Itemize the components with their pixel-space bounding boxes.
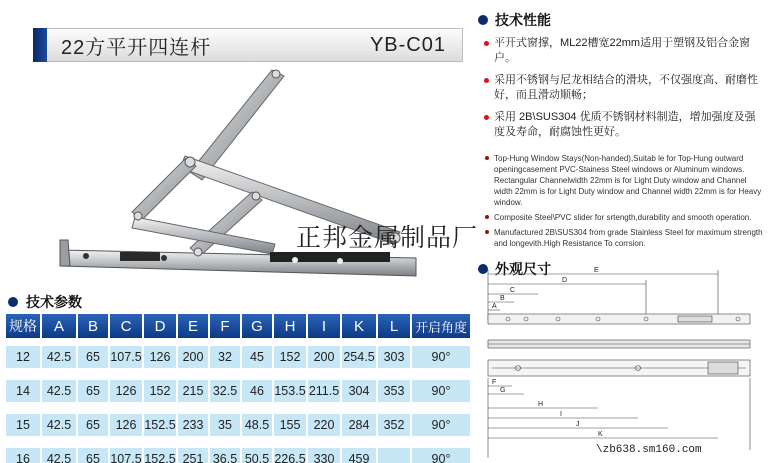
technical-drawing: [478, 260, 768, 460]
table-cell: 200: [308, 346, 340, 368]
dim-label: E: [594, 267, 599, 274]
params-heading: [8, 292, 82, 312]
spec-header-row: [6, 314, 470, 338]
table-cell: 352: [378, 414, 410, 436]
table-row: [6, 380, 470, 402]
title-banner: [33, 28, 463, 62]
feature-item: 采用 2B\SUS304 优质不锈钢材料制造，增加强度及强度及寿命，耐腐蚀性更好。: [478, 110, 766, 139]
table-cell: 152: [144, 380, 176, 402]
dimensions-title: 外观尺寸: [495, 261, 551, 277]
table-cell: 12: [6, 346, 40, 368]
table-cell: 152.5: [144, 414, 176, 436]
performance-heading: [478, 10, 766, 30]
col-header: C: [110, 314, 142, 338]
table-cell: 65: [78, 346, 108, 368]
product-name: 22方平开四连杆: [61, 36, 212, 59]
params-title: 技术参数: [26, 294, 82, 310]
row-spacer: [6, 368, 470, 380]
table-cell: 459: [342, 448, 376, 463]
col-header: I: [308, 314, 340, 338]
dim-label: D: [562, 277, 568, 284]
table-cell: 36.5: [210, 448, 240, 463]
table-cell: 65: [78, 380, 108, 402]
table-cell: 45: [242, 346, 272, 368]
dim-label: K: [598, 431, 603, 438]
performance-panel: [478, 10, 766, 279]
table-cell: 215: [178, 380, 208, 402]
table-cell: 233: [178, 414, 208, 436]
spec-table: [4, 314, 472, 463]
table-cell: 211.5: [308, 380, 340, 402]
table-cell: 126: [110, 380, 142, 402]
table-cell: 65: [78, 414, 108, 436]
table-cell: 90°: [412, 380, 470, 402]
dim-label: I: [560, 411, 562, 418]
table-cell: 284: [342, 414, 376, 436]
table-row: [6, 346, 470, 368]
table-cell: 152: [274, 346, 306, 368]
table-row: [6, 448, 470, 463]
table-cell: [378, 448, 410, 463]
table-cell: 107.5: [110, 448, 142, 463]
table-cell: 153.5: [274, 380, 306, 402]
table-cell: 90°: [412, 346, 470, 368]
col-header: 开启角度: [412, 314, 470, 338]
table-cell: 126: [144, 346, 176, 368]
dim-label: C: [510, 287, 516, 294]
col-header: F: [210, 314, 240, 338]
dim-label: H: [538, 401, 544, 408]
table-cell: 220: [308, 414, 340, 436]
table-cell: 46: [242, 380, 272, 402]
feature-item: 采用不锈钢与尼龙相结合的滑块，不仅强度高、耐磨性好，而且滑动顺畅；: [478, 73, 766, 102]
table-cell: 50.5: [242, 448, 272, 463]
english-description: Manufactured 2B\SUS304 from grade Stainless Steel for maximum strength and longevith.High Resistance To corrsion.: [478, 227, 766, 249]
table-cell: 126: [110, 414, 142, 436]
table-cell: 42.5: [42, 346, 76, 368]
table-cell: 330: [308, 448, 340, 463]
table-cell: 251: [178, 448, 208, 463]
table-cell: 65: [78, 448, 108, 463]
row-spacer: [6, 338, 470, 346]
bullet-dot-icon: [8, 297, 18, 307]
table-cell: 254.5: [342, 346, 376, 368]
row-spacer: [6, 436, 470, 448]
table-cell: 42.5: [42, 448, 76, 463]
table-cell: 48.5: [242, 414, 272, 436]
table-cell: 200: [178, 346, 208, 368]
performance-title: 技术性能: [495, 12, 551, 28]
col-header: E: [178, 314, 208, 338]
table-cell: 32.5: [210, 380, 240, 402]
table-cell: 14: [6, 380, 40, 402]
table-cell: 303: [378, 346, 410, 368]
table-cell: 152.5: [144, 448, 176, 463]
watermark-text: 正邦金属制品厂: [296, 223, 479, 252]
table-cell: 16: [6, 448, 40, 463]
col-header: 规格: [6, 314, 40, 338]
table-cell: 35: [210, 414, 240, 436]
table-cell: 15: [6, 414, 40, 436]
dim-label: G: [500, 387, 506, 394]
table-cell: 32: [210, 346, 240, 368]
footer-url: \zb638.sm160.com: [596, 444, 702, 456]
table-cell: 353: [378, 380, 410, 402]
english-description: Composite Steel\PVC slider for srtength,durability and smooth operation.: [478, 212, 766, 223]
table-cell: 226.5: [274, 448, 306, 463]
title-accent-bar: [33, 28, 47, 62]
feature-item: 平开式窗撑，ML22槽宽22mm适用于塑钢及铝合金窗户。: [478, 36, 766, 65]
table-cell: 304: [342, 380, 376, 402]
bullet-dot-icon: [478, 15, 488, 25]
dimension-drawing: [478, 260, 768, 460]
row-spacer: [6, 402, 470, 414]
col-header: B: [78, 314, 108, 338]
col-header: K: [342, 314, 376, 338]
table-cell: 155: [274, 414, 306, 436]
col-header: D: [144, 314, 176, 338]
col-header: A: [42, 314, 76, 338]
dim-label: F: [492, 379, 497, 386]
col-header: L: [378, 314, 410, 338]
product-model: YB-C01: [369, 33, 446, 56]
table-cell: 42.5: [42, 380, 76, 402]
title-main: [47, 28, 463, 62]
col-header: G: [242, 314, 272, 338]
table-cell: 42.5: [42, 414, 76, 436]
table-row: [6, 414, 470, 436]
table-cell: 107.5: [110, 346, 142, 368]
english-description: Top-Hung Window Stays(Non-handed),Suitab le for Top-Hung outward openingcasement PVC-Stainess Steel windows or Aluminum windows. Rectangular Channelwidth 22mm is for Light Duty window and Channel width 22mm is for Light Duty window and Channel width 22mm is for Heavy window.: [478, 153, 766, 208]
dim-label: B: [500, 295, 505, 302]
dim-label: A: [492, 303, 497, 310]
col-header: H: [274, 314, 306, 338]
table-cell: 90°: [412, 448, 470, 463]
dim-label: J: [576, 421, 580, 428]
table-cell: 90°: [412, 414, 470, 436]
